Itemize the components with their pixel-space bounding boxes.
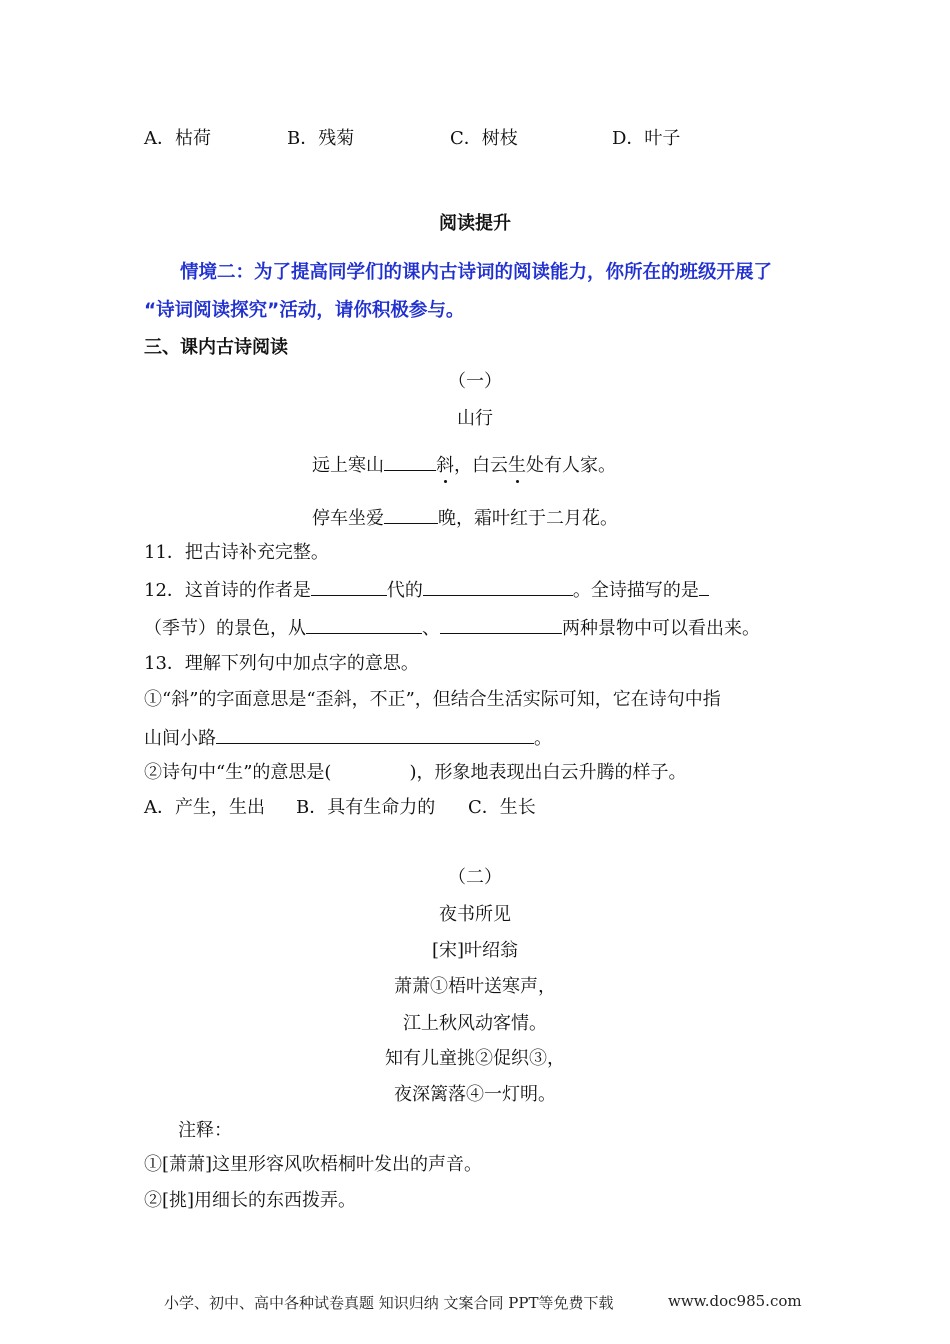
question-12-line-2 (144, 615, 760, 642)
poem1-blank-2[interactable] (384, 505, 438, 524)
question-11: 11．把古诗补充完整。 (144, 542, 329, 563)
poem1-line1-text-c: ，白云 (454, 455, 508, 476)
q12-text-a: 12．这首诗的作者是 (144, 580, 311, 601)
question-13-1-line-2 (144, 725, 552, 752)
q13-1-text-c: 。 (534, 728, 552, 749)
q12-text-b: 代的 (386, 580, 423, 601)
q12-text-c: 。全诗描写的是 (572, 580, 699, 601)
poem1-line-1 (312, 452, 616, 479)
q13-option-a: A．产生，生出 (144, 797, 265, 818)
poem1-line-2 (312, 505, 618, 532)
scenario-line-2: “诗词阅读探究”活动，请你积极参与。 (144, 300, 465, 321)
option-c: C．树枝 (450, 128, 518, 149)
q12-text-e: 、 (422, 618, 440, 639)
poem1-title: 山行 (457, 408, 493, 429)
notes-label: 注释： (178, 1120, 232, 1141)
q13-2-text-b: )，形象地表现出白云升腾的样子。 (409, 762, 687, 783)
q13-1-text-b: 山间小路 (144, 728, 216, 749)
q13-2-text-a: ②诗句中“生”的意思是( (144, 762, 332, 783)
poem1-number: （一） (448, 371, 502, 392)
dotted-char-xie: 斜 (436, 453, 454, 479)
question-12-line-1 (144, 577, 709, 604)
note-2: ②[挑]用细长的东西拨弄。 (144, 1190, 357, 1211)
q12-text-d: （季节）的景色，从 (144, 618, 306, 639)
q12-blank-author[interactable] (423, 577, 573, 596)
q13-1-blank[interactable] (216, 725, 534, 744)
scenario-line-1: 情境二：为了提高同学们的课内古诗词的阅读能力，你所在的班级开展了 (180, 262, 773, 283)
section-heading: 阅读提升 (439, 213, 511, 234)
poem1-line1-text-a: 远上寒山 (312, 455, 384, 476)
poem1-line2-text-b: 晚，霜叶红于二月花。 (438, 508, 618, 529)
option-a: A．枯荷 (144, 128, 211, 149)
question-13: 13．理解下列句中加点字的意思。 (144, 653, 419, 674)
q12-blank-scene-1[interactable] (306, 615, 422, 634)
poem1-blank-1[interactable] (384, 452, 436, 471)
q12-blank-season[interactable] (699, 577, 709, 596)
q12-text-f: 两种景物中可以看出来。 (562, 618, 760, 639)
poem2-author: [宋]叶绍翁 (431, 940, 519, 961)
poem2-line-2: 江上秋风动客情。 (403, 1013, 547, 1034)
footer-text: 小学、初中、高中各种试卷真题 知识归纳 文案合同 PPT等免费下载 (164, 1294, 614, 1312)
poem1-line2-text-a: 停车坐爱 (312, 508, 384, 529)
dotted-char-sheng: 生 (508, 453, 526, 479)
question-13-1-line-1: ①“斜”的字面意思是“歪斜，不正”，但结合生活实际可知，它在诗句中指 (144, 689, 721, 710)
option-d: D．叶子 (612, 128, 681, 149)
poem2-line-1: 萧萧①梧叶送寒声， (394, 976, 556, 997)
poem2-number: （二） (448, 867, 502, 888)
q13-option-c: C．生长 (468, 797, 536, 818)
poem2-line-3: 知有儿童挑②促织③， (385, 1048, 565, 1069)
poem1-line1-text-e: 处有人家。 (526, 455, 616, 476)
q12-blank-dynasty[interactable] (311, 577, 387, 596)
part-title: 三、课内古诗阅读 (144, 337, 288, 358)
poem2-title: 夜书所见 (439, 904, 511, 925)
note-1: ①[萧萧]这里形容风吹梧桐叶发出的声音。 (144, 1154, 483, 1175)
q12-blank-scene-2[interactable] (440, 615, 562, 634)
option-b: B．残菊 (287, 128, 355, 149)
question-13-2 (144, 760, 686, 786)
footer-link[interactable]: www.doc985.com (668, 1292, 802, 1310)
q13-option-b: B．具有生命力的 (296, 797, 436, 818)
poem2-line-4: 夜深篱落④一灯明。 (394, 1084, 556, 1105)
